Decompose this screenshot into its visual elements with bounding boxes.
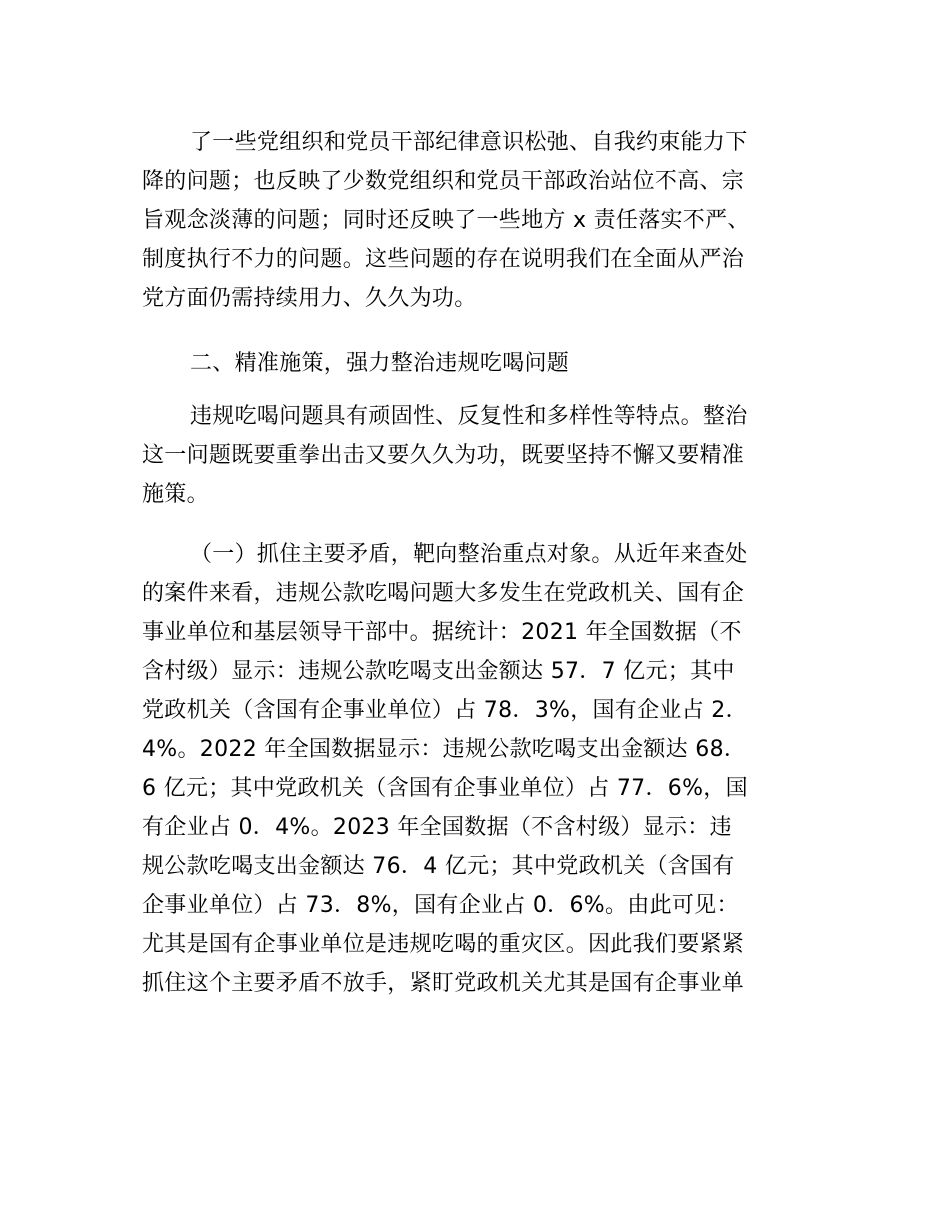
paragraph-4-line-12: 抓住这个主要矛盾不放手，紧盯党政机关尤其是国有企事业单 (142, 971, 745, 996)
paragraph-4-line-4: 含村级）显示：违规公款吃喝支出金额达 57．7 亿元；其中 (142, 659, 735, 684)
paragraph-3-line-2: 这一问题既要重拳出击又要久久为功，既要坚持不懈又要精准 (142, 443, 745, 468)
paragraph-3-line-3: 施策。 (142, 482, 209, 507)
paragraph-4-line-5: 党政机关（含国有企事业单位）占 78．3%，国有企业占 2． (142, 698, 748, 723)
paragraph-4-line-3: 事业单位和基层领导干部中。据统计：2021 年全国数据（不 (142, 620, 742, 645)
paragraph-1-line-2: 降的问题；也反映了少数党组织和党员干部政治站位不高、宗 (142, 169, 745, 194)
paragraph-1-line-3: 旨观念淡薄的问题；同时还反映了一些地方 x 责任落实不严、 (142, 208, 750, 233)
paragraph-3-line-1: 违规吃喝问题具有顽固性、反复性和多样性等特点。整治 (190, 404, 748, 429)
paragraph-4-line-10: 企事业单位）占 73．8%，国有企业占 0．6%。由此可见： (142, 893, 739, 918)
paragraph-4-line-11: 尤其是国有企事业单位是违规吃喝的重灾区。因此我们要紧紧 (142, 932, 745, 957)
paragraph-4-line-2: 的案件来看，违规公款吃喝问题大多发生在党政机关、国有企 (142, 581, 745, 606)
paragraph-4-line-8: 有企业占 0．4%。2023 年全国数据（不含村级）显示：违 (142, 815, 732, 840)
paragraph-1-line-1: 了一些党组织和党员干部纪律意识松弛、自我约束能力下 (190, 130, 748, 155)
paragraph-4-line-1: （一）抓住主要矛盾，靶向整治重点对象。从近年来查处 (190, 542, 748, 567)
paragraph-1-line-4: 制度执行不力的问题。这些问题的存在说明我们在全面从严治 (142, 247, 745, 272)
paragraph-4-line-6: 4%。2022 年全国数据显示：违规公款吃喝支出金额达 68． (142, 737, 747, 762)
paragraph-4-line-9: 规公款吃喝支出金额达 76．4 亿元；其中党政机关（含国有 (142, 854, 735, 879)
paragraph-4-line-7: 6 亿元；其中党政机关（含国有企事业单位）占 77．6%，国 (142, 776, 748, 801)
paragraph-1-line-5: 党方面仍需持续用力、久久为功。 (142, 286, 477, 311)
section-heading: 二、精准施策，强力整治违规吃喝问题 (190, 351, 570, 376)
